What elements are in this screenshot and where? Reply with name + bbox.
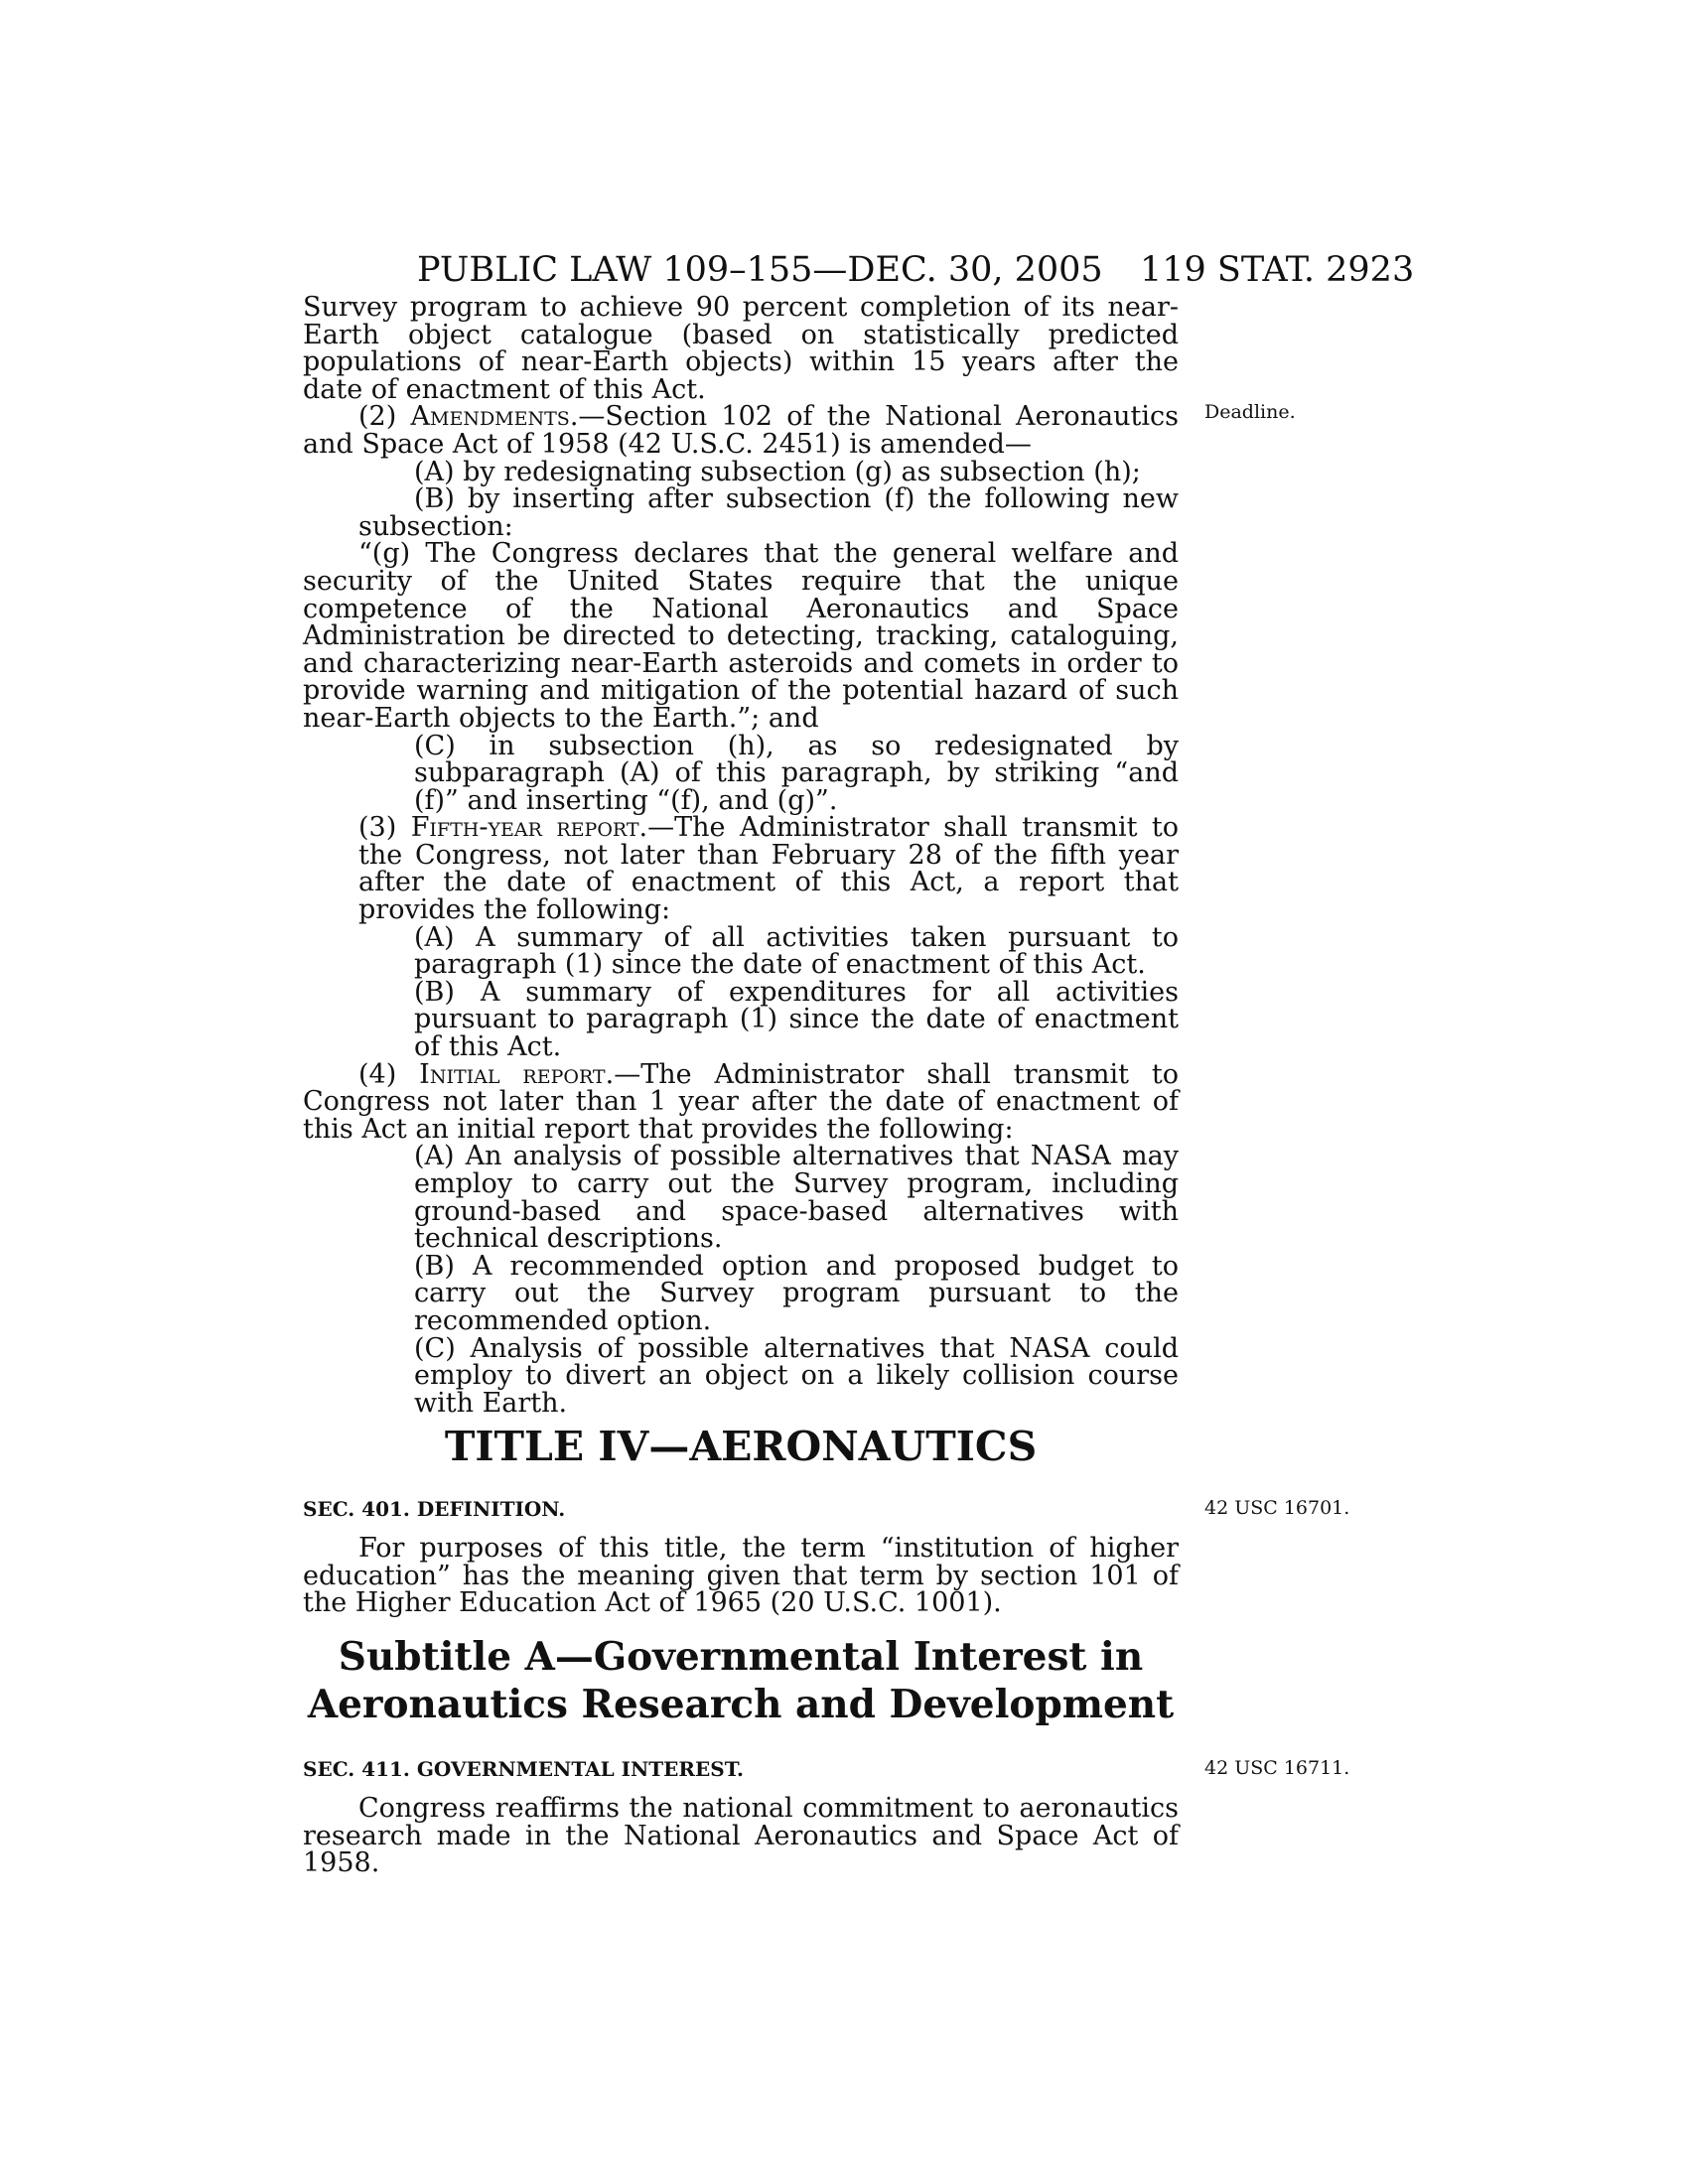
paragraph-2-text: —Section 102 of the National Aeronautics and Space Act of 1958 (42 U.S.C. 2451) is amended— [303,401,1180,460]
survey-continuation: Survey program to achieve 90 percent completion of its near-Earth object catalogue (based on statistically predicted populations of near-Earth objects) within 15 years after the date of enactment of this Act. [303,292,1179,405]
paragraph-2-amendments [303,403,1179,458]
paragraph-4-text: —The Administrator shall transmit to Congress not later than 1 year after the date of enactment of this Act an initial report that provides the following: [303,1058,1179,1145]
section-411-body [303,1795,1179,1877]
paragraph-2b: (B) by inserting after subsection (f) the following new subsection: [358,483,1179,542]
section-411-heading: SEC. 411. GOVERNMENTAL INTEREST. [303,1757,745,1781]
section-401-heading: SEC. 401. DEFINITION. [303,1497,566,1521]
paragraph-4a: (A) An analysis of possible alternatives that NASA may employ to carry out the Survey program, including ground-based and space-based alternatives with technical descriptions. [414,1141,1179,1255]
subtitle-a-line2: Aeronautics Research and Development [307,1682,1175,1727]
paragraph-3-fifth-year-report [303,812,1179,926]
subtitle-a-line1: Subtitle A—Governmental Interest in [338,1634,1144,1680]
section-411-text: Congress reaffirms the national commitment to aeronautics research made in the National Aeronautics and Space Act of 1958. [303,1793,1179,1879]
paragraph-3-text: —The Administrator shall transmit to the Congress, not later than February 28 of the fifth year after the date of enactment of this Act, a report that provides the following: [358,812,1179,926]
running-header-left: PUBLIC LAW 109–155—DEC. 30, 2005 [417,250,1103,290]
paragraph-3a: (A) A summary of all activities taken pursuant to paragraph (1) since the date of enactment of this Act. [414,921,1179,981]
title-iv-heading: TITLE IV—AERONAUTICS [444,1423,1038,1470]
margin-note-sec401-citation: 42 USC 16701. [1204,1497,1350,1519]
paragraph-4-label: (4) Initial report. [358,1058,615,1090]
paragraph-4b: (B) A recommended option and proposed budget to carry out the Survey program pursuant to the recommended option. [414,1250,1179,1336]
paragraph-4c: (C) Analysis of possible alternatives that NASA could employ to divert an object on a likely collision course with Earth. [414,1332,1179,1419]
body-text-top [303,294,1179,1417]
paragraph-3b: (B) A summary of expenditures for all activities pursuant to paragraph (1) since the date of enactment of this Act. [414,976,1179,1063]
page-number: 119 STAT. 2923 [1140,250,1415,290]
margin-note-sec411-citation: 42 USC 16711. [1204,1757,1350,1779]
quoted-subsection-g: “(g) The Congress declares that the general welfare and security of the United States require that the unique competence of the National Aeronautics and Space Administration be directed to detecting, tracking, cataloguing, and characterizing near-Earth asteroids and comets in order to provide warning and mitigation of the potential hazard of such near-Earth objects to the Earth.”; and [303,538,1179,734]
paragraph-2-label: (2) Amendments. [358,401,579,433]
section-401-body [303,1535,1179,1617]
paragraph-2c: (C) in subsection (h), as so redesignated by subparagraph (A) of this paragraph, by striking “and (f)” and inserting “(f), and (g)”. [414,730,1179,816]
section-401-text: For purposes of this title, the term “institution of higher education” has the meaning given that term by section 101 of the Higher Education Act of 1965 (20 U.S.C. 1001). [303,1533,1179,1619]
paragraph-2a: (A) by redesignating subsection (g) as subsection (h); [414,456,1141,487]
margin-note-deadline: Deadline. [1204,401,1296,423]
paragraph-3-label: (3) Fifth-year report. [358,812,648,844]
paragraph-4-initial-report [303,1058,1179,1145]
subtitle-a-heading [303,1633,1179,1728]
